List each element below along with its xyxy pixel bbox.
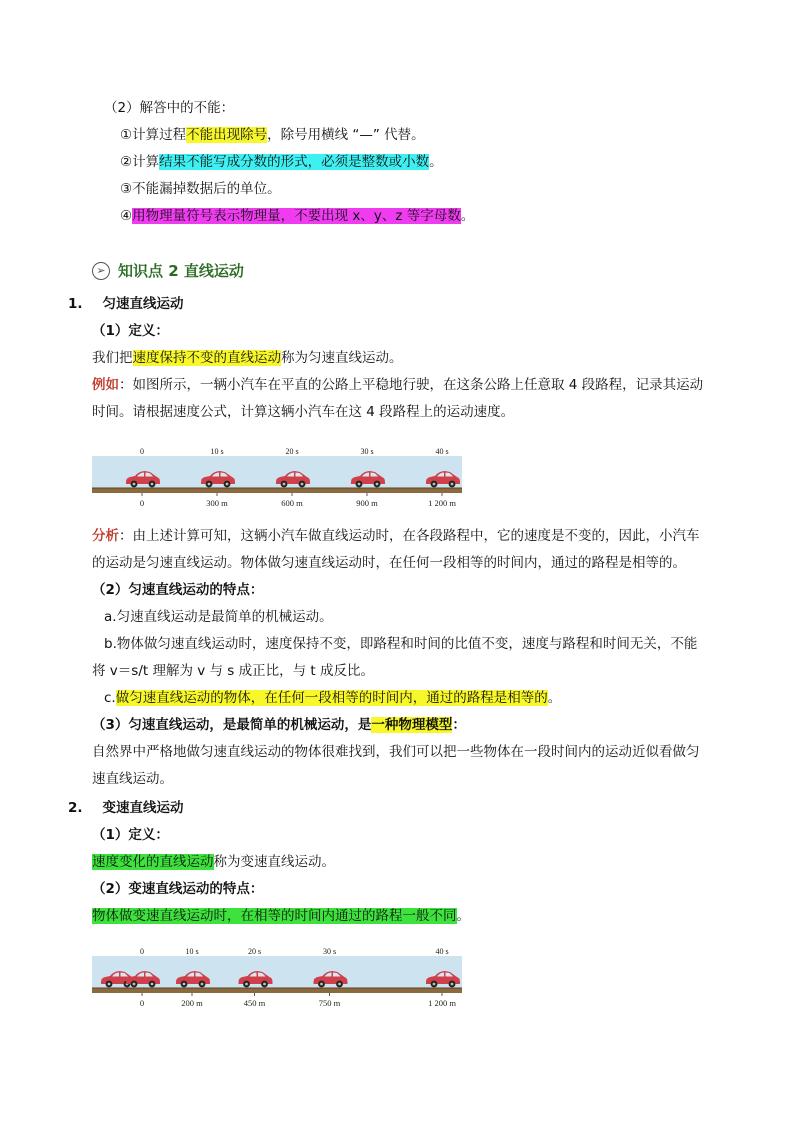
distance-label: 750 m bbox=[318, 998, 341, 1008]
distance-label: 1 200 m bbox=[428, 998, 456, 1008]
rule-item-1 bbox=[120, 125, 425, 145]
feature-c-text-b: 。 bbox=[547, 690, 562, 706]
rule-item-2 bbox=[120, 152, 443, 172]
figure-uniform-motion bbox=[92, 444, 462, 514]
rule-4-highlight-3: 等字母数 bbox=[402, 208, 461, 224]
example-text-1: ：如图所示，一辆小汽车在平直的公路上平稳地行驶，在这条公路上任意取 4 段路程，记录其运动 bbox=[119, 377, 704, 393]
distance-label: 300 m bbox=[206, 498, 228, 508]
knowledge-point-title bbox=[92, 260, 244, 281]
time-label: 20 s bbox=[247, 947, 262, 956]
uniform-def-heading: （1）定义： bbox=[92, 323, 169, 339]
rule-4-highlight-2: x、y、z bbox=[352, 208, 403, 224]
section-2-title: 变速直线运动 bbox=[102, 800, 184, 816]
uniform-features-heading: （2）匀速直线运动的特点： bbox=[92, 582, 264, 598]
model-line-1: 自然界中严格地做匀速直线运动的物体很难找到，我们可以把一些物体在一段时间内的运动近似看做匀 bbox=[92, 744, 700, 760]
distance-label: 600 m bbox=[281, 498, 303, 508]
arrow-circle-icon: ➢ bbox=[92, 262, 110, 280]
rule-item-4 bbox=[120, 206, 474, 226]
variable-feature-text: 。 bbox=[456, 908, 470, 924]
section-2-number: 2. bbox=[68, 800, 83, 816]
rule-1-text-b: ，除号用横线 “—” 代替。 bbox=[267, 127, 425, 143]
analysis-line-1 bbox=[92, 526, 700, 546]
time-label: 10 s bbox=[210, 447, 224, 456]
rule-4-highlight bbox=[132, 208, 461, 224]
time-label: 0 bbox=[140, 947, 144, 956]
model-highlight: 一种物理模型 bbox=[371, 717, 453, 733]
distance-label: 1 200 m bbox=[428, 498, 456, 508]
time-label: 40 s bbox=[435, 947, 449, 956]
distance-label: 900 m bbox=[356, 498, 378, 508]
rules-heading: （2）解答中的不能： bbox=[104, 100, 235, 116]
feature-c-highlight: 做匀速直线运动的物体，在任何一段相等的时间内，通过的路程是相等的 bbox=[115, 690, 548, 706]
road-ground bbox=[92, 488, 462, 493]
section-1-heading bbox=[68, 294, 184, 314]
section-1-number: 1. bbox=[68, 296, 83, 312]
rule-4-text-b: 。 bbox=[460, 208, 475, 224]
analysis-text-1: ：由上述计算可知，这辆小汽车做直线运动时，在各段路程中，它的速度是不变的，因此，小汽车 bbox=[119, 528, 700, 544]
model-line-2: 速直线运动。 bbox=[92, 771, 173, 787]
variable-def-text: 称为变速直线运动。 bbox=[213, 854, 335, 870]
rule-2-text-b: 。 bbox=[429, 154, 443, 170]
figure-variable-svg bbox=[92, 944, 462, 1022]
road-ground bbox=[92, 988, 462, 993]
time-label: 30 s bbox=[360, 447, 374, 456]
uniform-feature-c bbox=[104, 688, 561, 708]
uniform-feature-a: a.匀速直线运动是最简单的机械运动。 bbox=[104, 609, 333, 625]
variable-definition bbox=[92, 852, 335, 872]
distance-label: 450 m bbox=[243, 998, 266, 1008]
section-1-title: 匀速直线运动 bbox=[102, 296, 184, 312]
example-label: 例如 bbox=[92, 377, 119, 393]
rule-item-3: ③不能漏掉数据后的单位。 bbox=[120, 181, 281, 197]
distance-label: 0 bbox=[139, 998, 145, 1008]
model-heading-text: （3）匀速直线运动，是最简单的机械运动，是 bbox=[92, 717, 372, 733]
feature-c-text-a: c. bbox=[104, 690, 116, 706]
example-line-2: 时间。请根据速度公式，计算这辆小汽车在这 4 段路程上的运动速度。 bbox=[92, 404, 515, 420]
time-label: 30 s bbox=[322, 947, 337, 956]
uniform-def-highlight: 速度保持不变的直线运动 bbox=[132, 350, 281, 366]
example-line-1 bbox=[92, 375, 703, 395]
analysis-label: 分析 bbox=[92, 528, 119, 544]
figure-variable-motion bbox=[92, 944, 462, 1022]
uniform-feature-b-1: b.物体做匀速直线运动时，速度保持不变，即路程和时间的比值不变，速度与路程和时间无关，不能 bbox=[104, 636, 698, 652]
rule-1-text-a: ①计算过程 bbox=[120, 127, 187, 143]
uniform-definition bbox=[92, 348, 403, 368]
variable-feature-highlight: 物体做变速直线运动时，在相等的时间内通过的路程一般不同 bbox=[92, 908, 457, 924]
variable-def-heading: （1）定义： bbox=[92, 827, 169, 843]
variable-def-highlight: 速度变化的直线运动 bbox=[92, 854, 214, 870]
rule-4-text-a: ④ bbox=[120, 208, 133, 224]
time-label: 40 s bbox=[435, 447, 449, 456]
uniform-def-text-a: 我们把 bbox=[92, 350, 133, 366]
time-label: 20 s bbox=[285, 447, 299, 456]
analysis-line-2: 的运动是匀速直线运动。物体做匀速直线运动时，在任何一段相等的时间内，通过的路程是相等的。 bbox=[92, 555, 686, 571]
rule-4-highlight-1: 用物理量符号表示物理量，不要出现 bbox=[132, 208, 353, 224]
time-label: 10 s bbox=[185, 947, 199, 956]
rule-2-text-a: ②计算 bbox=[120, 154, 160, 170]
knowledge-point-text: 知识点 2 直线运动 bbox=[118, 262, 244, 280]
uniform-feature-b-2: 将 v＝s/t 理解为 v 与 s 成正比，与 t 成反比。 bbox=[92, 663, 375, 679]
rule-2-highlight: 结果不能写成分数的形式，必须是整数或小数 bbox=[159, 154, 430, 170]
distance-label: 0 bbox=[139, 498, 145, 508]
time-label: 0 bbox=[140, 447, 144, 456]
figure-uniform-svg bbox=[92, 444, 462, 514]
variable-feature bbox=[92, 906, 470, 926]
model-heading-end: ： bbox=[452, 717, 466, 733]
distance-label: 200 m bbox=[181, 998, 203, 1008]
uniform-def-text-b: 称为匀速直线运动。 bbox=[281, 350, 403, 366]
rule-1-highlight: 不能出现除号 bbox=[186, 127, 268, 143]
model-heading bbox=[92, 715, 466, 735]
section-2-heading bbox=[68, 798, 184, 818]
variable-features-heading: （2）变速直线运动的特点： bbox=[92, 881, 264, 897]
